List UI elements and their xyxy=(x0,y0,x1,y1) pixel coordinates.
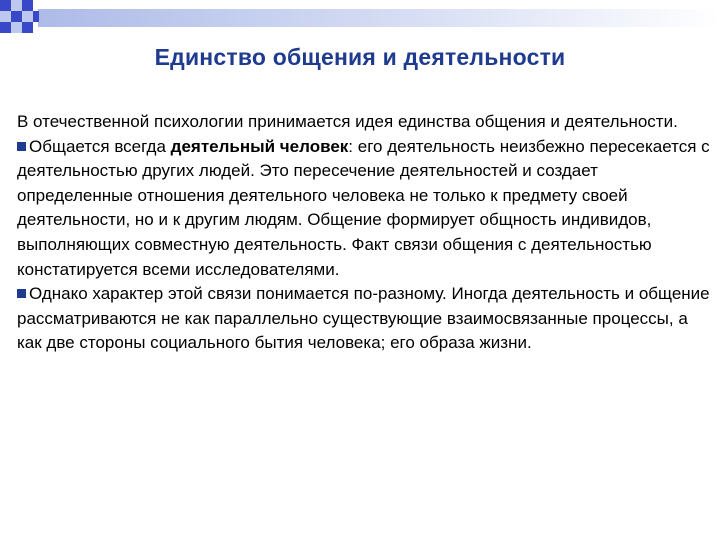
bullet-1-bold-phrase: деятельный человек xyxy=(170,136,349,156)
slide-title: Единство общения и деятельности xyxy=(154,44,566,70)
intro-paragraph: В отечественной психологии принимается идея единства общения и деятельности. xyxy=(17,112,678,131)
bullet-2-text: Однако характер этой связи понимается по-разному. Иногда деятельность и общение рассматриваются не как параллельно существующие взаимосвязанные процессы, а как две стороны социального бытия человека; его образа жизни. xyxy=(17,284,710,353)
checkered-corner-decoration xyxy=(0,0,39,33)
square-bullet-icon xyxy=(17,289,26,298)
bullet-paragraph-1 xyxy=(17,135,712,283)
bullet-paragraph-2 xyxy=(17,282,712,356)
header-decoration xyxy=(0,0,720,40)
bullet-1-text-end: : его деятельность неизбежно пересекается с деятельностью других людей. Это пересечение деятельностей и создает определенные отношения деятельного человека не только к предмету своей деятельности, но и к другим людям. Общение формирует общность индивидов, выполняющих совместную деятельность. Факт связи общения с деятельностью констатируется всеми исследователями. xyxy=(17,136,710,279)
bullet-1-text-start: Общается всегда xyxy=(29,136,171,156)
header-gradient-bar xyxy=(38,9,720,27)
square-bullet-icon xyxy=(17,142,26,151)
slide-body xyxy=(17,110,712,356)
